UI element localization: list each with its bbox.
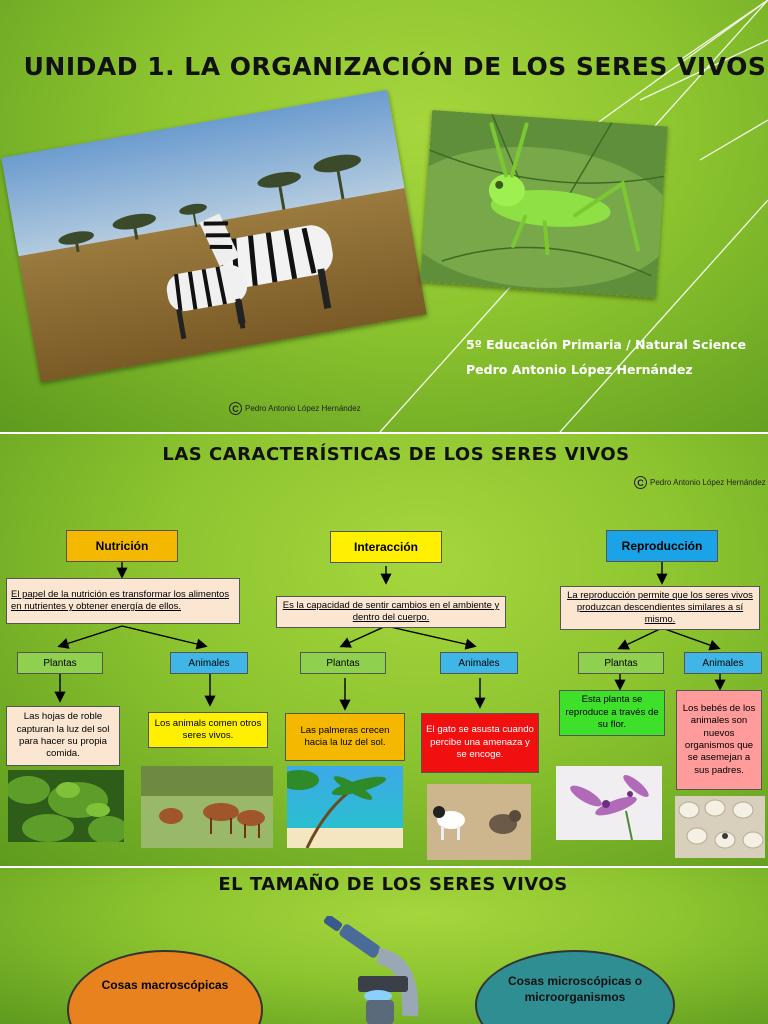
oak-leaves-photo [8,770,124,842]
copyright-note [229,402,361,415]
slide-title [0,0,768,432]
animals-label-reproduction: Animales [684,652,762,674]
plants-example-nutrition: Las hojas de roble capturan la luz del sol para hacer su propia comida. [6,706,120,766]
size-title: EL TAMAÑO DE LOS SERES VIVOS [218,874,568,895]
animals-label-interaction: Animales [440,652,518,674]
author-line: Pedro Antonio López Hernández [466,362,693,377]
deer-photo [141,766,273,848]
animals-label-nutrition: Animales [170,652,248,674]
microscope-icon [318,916,438,1024]
course-line: 5º Educación Primaria / Natural Science [466,337,747,352]
category-interaction: Interacción [330,531,442,563]
description-interaction: Es la capacidad de sentir cambios en el ambiente y dentro del cuerpo. [276,596,506,628]
macroscopic-oval: Cosas macroscópicas [67,950,263,1024]
category-reproduction: Reproducción [606,530,718,562]
eggs-hatching-photo [675,796,765,858]
characteristics-title: LAS CARACTERÍSTICAS DE LOS SERES VIVOS [162,444,630,465]
copyright-icon: C [634,476,647,489]
cat-dog-photo [427,784,531,860]
animals-example-reproduction: Los bebés de los animales son nuevos organismos que se asemejan a sus padres. [676,690,762,790]
slide-size [0,868,768,1024]
description-reproduction: La reproducción permite que los seres vivos produzcan descendientes similares a sí mismo. [560,586,760,630]
plants-label-interaction: Plantas [300,652,386,674]
page-title: UNIDAD 1. LA ORGANIZACIÓN DE LOS SERES VIVOS [23,52,767,81]
grasshopper-photo [420,110,667,298]
copyright-text: Pedro Antonio López Hernández [245,404,361,413]
plants-example-reproduction: Esta planta se reproduce a través de su flor. [559,690,665,736]
plants-label-reproduction: Plantas [578,652,664,674]
category-nutrition: Nutrición [66,530,178,562]
flower-photo [556,766,662,840]
palm-beach-photo [287,766,403,848]
description-nutrition: El papel de la nutrición es transformar los alimentos en nutrientes y obtener energía de ellos. [6,578,240,624]
animals-example-interaction: El gato se asusta cuando percibe una amenaza y se encoge. [421,713,539,773]
copyright-icon: C [229,402,242,415]
plants-example-interaction: Las palmeras crecen hacia la luz del sol. [285,713,405,761]
microscopic-oval: Cosas microscópicas o microorganismos [475,950,675,1024]
zebras-photo [1,90,427,383]
plants-label-nutrition: Plantas [17,652,103,674]
animals-example-nutrition: Los animals comen otros seres vivos. [148,712,268,748]
copyright-text: Pedro Antonio López Hernández [650,478,766,487]
slide-characteristics [0,434,768,866]
